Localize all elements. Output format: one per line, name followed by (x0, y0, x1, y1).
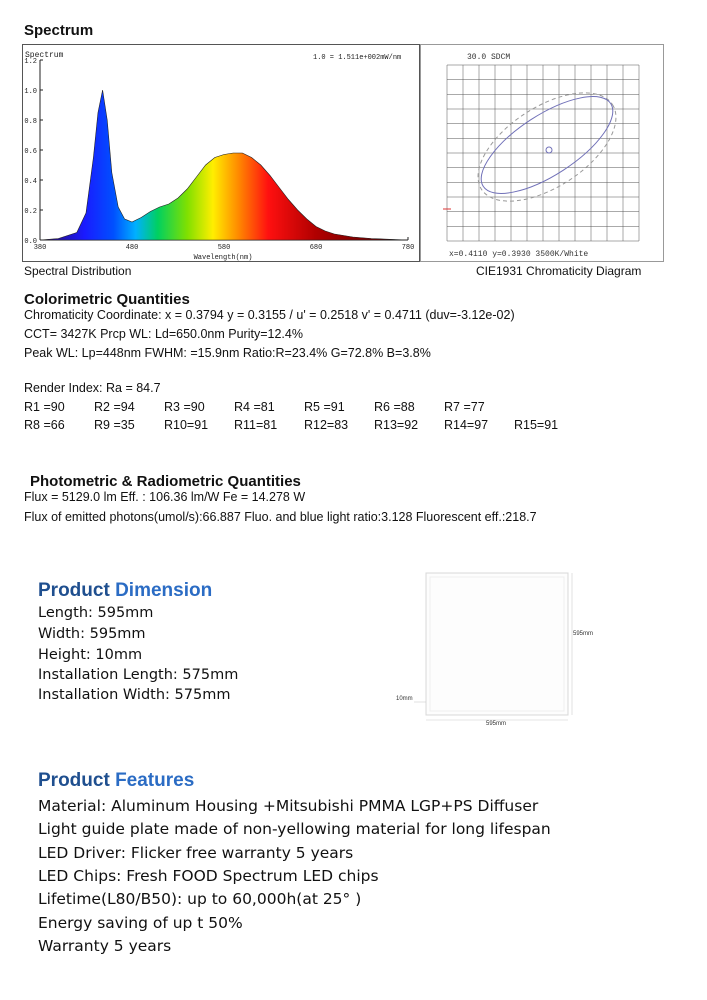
feature-line: Material: Aluminum Housing +Mitsubishi PMMA LGP+PS Diffuser (38, 797, 539, 815)
render-value: R14=97 (444, 418, 489, 432)
y-tick-label: 0.8 (24, 118, 37, 126)
spectrum-chart-svg (23, 45, 419, 261)
features-title-word1: Product (38, 770, 110, 791)
y-tick-label: 1.0 (24, 88, 37, 96)
feature-line: LED Chips: Fresh FOOD Spectrum LED chips (38, 867, 379, 885)
height-dimension-label: 10mm (396, 696, 413, 702)
render-value: R10=91 (164, 418, 209, 432)
cie-readout: x=0.4110 y=0.3930 3500K/White (449, 250, 589, 259)
dimension-line: Installation Width: 575mm (38, 687, 231, 703)
cie-grid (447, 65, 639, 241)
feature-line: LED Driver: Flicker free warranty 5 years (38, 844, 354, 862)
y-tick-label: 0.2 (24, 208, 37, 216)
spectrum-heading: Spectrum (24, 22, 94, 39)
render-value: R12=83 (304, 418, 349, 432)
features-title (38, 770, 194, 792)
colorimetric-title: Colorimetric Quantities (24, 291, 190, 308)
chromaticity-line: Chromaticity Coordinate: x = 0.3794 y = 0.3155 / u' = 0.2518 v' = 0.4711 (duv=-3.12e-02) (24, 308, 515, 322)
cie-outer-ellipse (460, 71, 634, 223)
features-title-word2: Features (115, 770, 195, 791)
render-row-2 (0, 418, 707, 436)
render-value: R4 =81 (234, 400, 275, 414)
render-value: R9 =35 (94, 418, 135, 432)
photometric-title: Photometric & Radiometric Quantities (30, 473, 301, 490)
render-value: R8 =66 (24, 418, 65, 432)
y-tick-label: 0.6 (24, 148, 37, 156)
render-value: R7 =77 (444, 400, 485, 414)
dimension-line: Height: 10mm (38, 647, 143, 663)
x-tick-label: 680 (309, 244, 323, 252)
x-tick-label: 580 (217, 244, 231, 252)
cie-diagram (420, 44, 664, 262)
feature-line: Energy saving of up t 50% (38, 914, 243, 932)
feature-line: Lifetime(L80/B50): up to 60,000h(at 25° ) (38, 890, 362, 908)
y-tick-label: 0.0 (24, 238, 37, 246)
render-value: R13=92 (374, 418, 419, 432)
dimension-title-word2: Dimension (115, 580, 213, 601)
spectrum-scale-note: 1.0 = 1.511e+002mW/nm (313, 54, 402, 62)
render-value: R2 =94 (94, 400, 135, 414)
peak-line: Peak WL: Lp=448nm FWHM: =15.9nm Ratio:R=23.4% G=72.8% B=3.8% (24, 346, 431, 360)
spectral-distribution-caption: Spectral Distribution (24, 264, 132, 278)
cie-chromaticity-point (546, 147, 552, 153)
y-tick-label: 0.4 (24, 178, 37, 186)
panel-drawing-svg (390, 568, 600, 738)
render-value: R11=81 (234, 418, 278, 432)
panel-outline (426, 573, 568, 715)
render-value: R1 =90 (24, 400, 65, 414)
flux-line: Flux = 5129.0 lm Eff. : 106.36 lm/W Fe = 14.278 W (24, 490, 306, 504)
render-row-1 (0, 400, 707, 418)
panel-drawing (390, 568, 600, 738)
render-value: R15=91 (514, 418, 559, 432)
spectrum-area (40, 90, 408, 240)
dimension-title (38, 580, 212, 602)
render-index-line: Render Index: Ra = 84.7 (24, 381, 161, 395)
cie-title: 30.0 SDCM (467, 53, 511, 62)
y-tick-label: 1.2 (24, 58, 37, 66)
spectrum-chart-label: Spectrum (25, 51, 64, 60)
dimension-line: Installation Length: 575mm (38, 667, 239, 683)
photons-line: Flux of emitted photons(umol/s):66.887 Fluo. and blue light ratio:3.128 Fluorescent eff.:218.7 (24, 510, 537, 524)
dimension-title-word1: Product (38, 580, 110, 601)
x-tick-label: 480 (125, 244, 139, 252)
bottom-dimension-label: 595mm (486, 721, 507, 727)
feature-line: Light guide plate made of non-yellowing material for long lifespan (38, 820, 551, 838)
render-value: R5 =91 (304, 400, 345, 414)
cie-diagram-svg (421, 45, 663, 261)
cie-caption: CIE1931 Chromaticity Diagram (476, 264, 642, 278)
dimension-line: Length: 595mm (38, 605, 154, 621)
dimension-line: Width: 595mm (38, 626, 146, 642)
side-dimension-label: 595mm (573, 631, 594, 637)
spectrum-chart (22, 44, 420, 262)
render-value: R6 =88 (374, 400, 415, 414)
x-tick-label: 380 (33, 244, 47, 252)
x-axis-label: Wavelength(nm) (193, 254, 253, 261)
render-value: R3 =90 (164, 400, 205, 414)
feature-line: Warranty 5 years (38, 937, 172, 955)
x-tick-label: 780 (401, 244, 415, 252)
cct-line: CCT= 3427K Prcp WL: Ld=650.0nm Purity=12.4% (24, 327, 303, 341)
